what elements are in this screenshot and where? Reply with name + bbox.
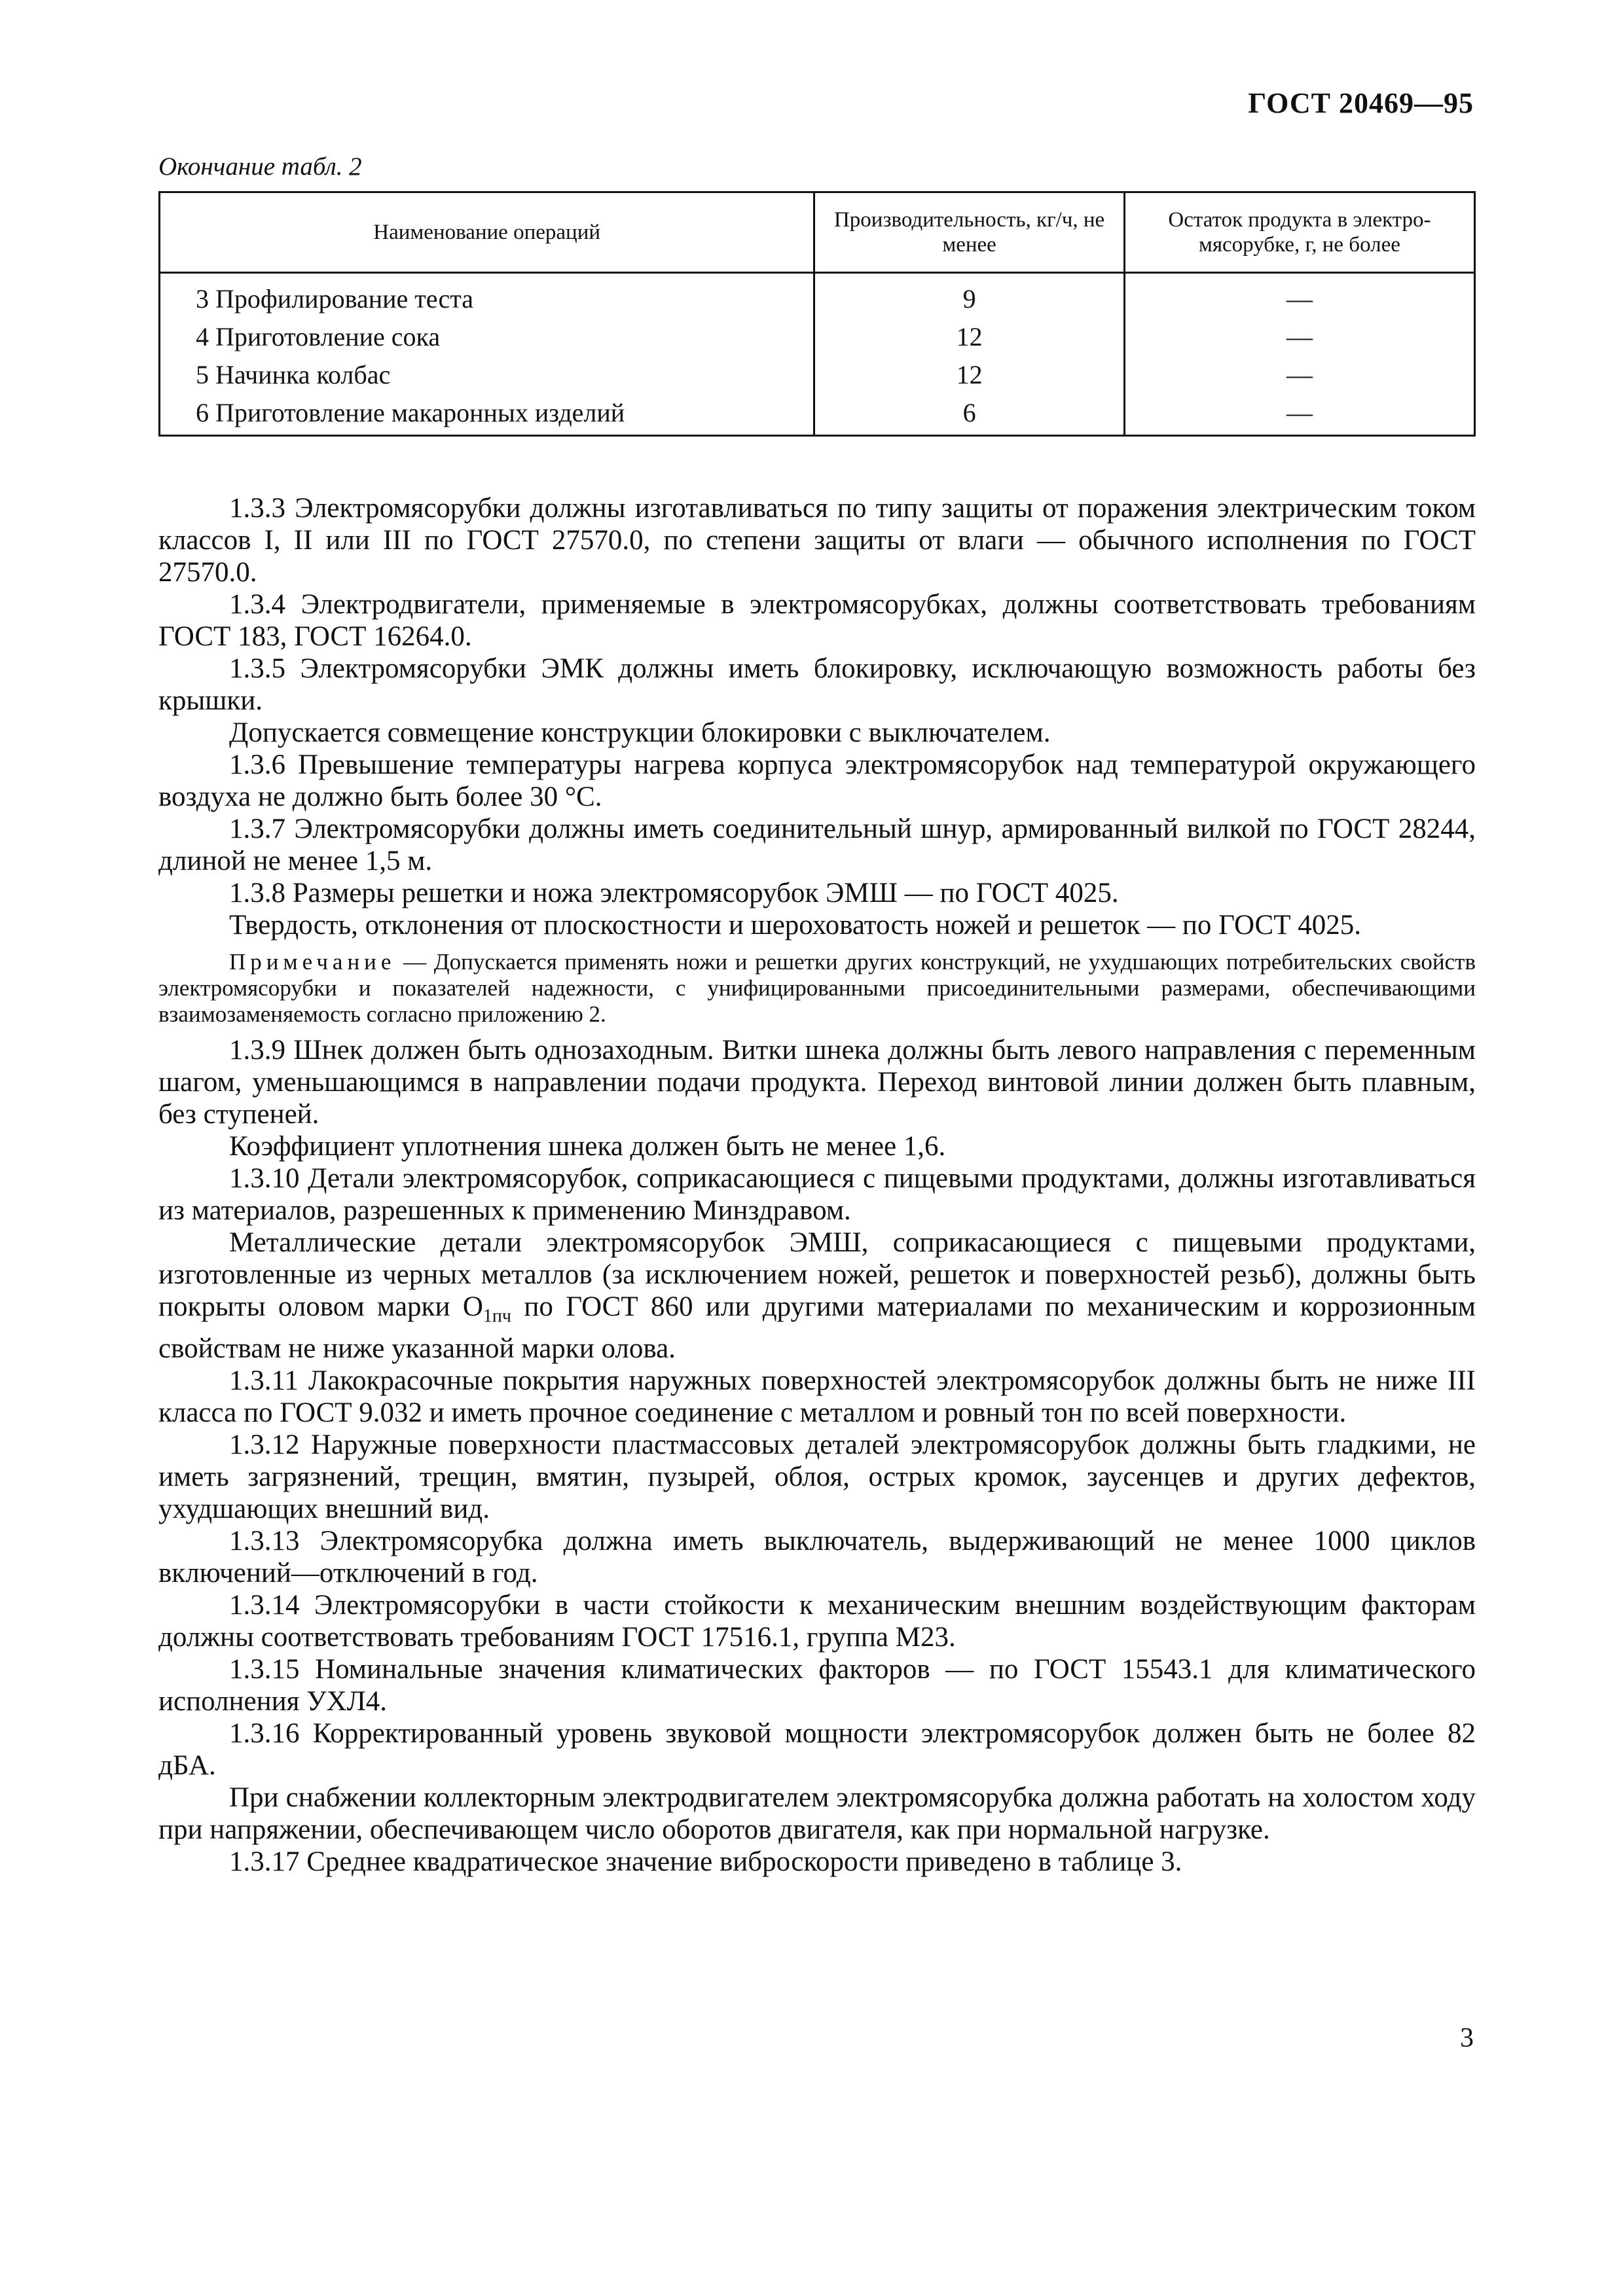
productivity-value: 12 [814, 356, 1125, 394]
clause-1-3-9: 1.3.9 Шнек должен быть однозаходным. Витки шнека должны быть левого направления с переменным шагом, уменьшающимся в направлении подачи продукта. Переход винтовой линии должен быть плавным, без ступеней. [158, 1035, 1476, 1130]
operation-name: 3 Профилирование теста [160, 273, 814, 319]
table-caption: Окончание табл. 2 [158, 152, 362, 181]
clause-1-3-17: 1.3.17 Среднее квадратическое значение виброскорости приведено в таблице 3. [229, 1846, 1182, 1877]
clause-1-3-12: 1.3.12 Наружные поверхности пластмассовых деталей электромясорубок должны быть гладкими, не иметь загрязнений, трещин, вмятин, пузырей, облоя, острых кромок, заусенцев и других дефектов, ухудшающих внешний вид. [158, 1429, 1476, 1524]
tin-grade-subscript: 1пч [483, 1306, 511, 1327]
clause-1-3-3: 1.3.3 Электромясорубки должны изготавливаться по типу защиты от поражения электрическим током классов I, II или III по ГОСТ 27570.0, по степени защиты от влаги — обычного исполнения по ГОСТ 27570.0. [158, 493, 1476, 588]
clause-1-3-4: 1.3.4 Электродвигатели, применяемые в электромясорубках, должны соответствовать требованиям ГОСТ 183, ГОСТ 16264.0. [158, 589, 1476, 652]
residue-value: — [1124, 394, 1474, 436]
productivity-value: 6 [814, 394, 1125, 436]
clause-1-3-8: 1.3.8 Размеры решетки и ножа электромясорубок ЭМШ — по ГОСТ 4025. [229, 878, 1119, 908]
operations-table [158, 191, 1476, 437]
operation-name: 5 Начинка колбас [160, 356, 814, 394]
clause-1-3-5-addendum: Допускается совмещение конструкции блокировки с выключателем. [229, 717, 1051, 748]
column-header-residue: Остаток продукта в электро-мясорубке, г, не более [1124, 192, 1474, 273]
residue-value: — [1124, 318, 1474, 356]
table-row [160, 273, 1475, 319]
document-body [158, 492, 1476, 1878]
clause-1-3-16-addendum: При снабжении коллекторным электродвигателем электромясорубка должна работать на холостом ходу при напряжении, обеспечивающем число оборотов двигателя, как при нормальной нагрузке. [158, 1782, 1476, 1845]
note-label: Примечание [229, 949, 396, 975]
operation-name: 6 Приготовление макаронных изделий [160, 394, 814, 436]
clause-1-3-10-addendum [158, 1227, 1476, 1365]
residue-value: — [1124, 356, 1474, 394]
column-header-productivity: Производительность, кг/ч, не менее [814, 192, 1125, 273]
clause-1-3-6: 1.3.6 Превышение температуры нагрева корпуса электромясорубок над температурой окружающего воздуха не должно быть более 30 °С. [158, 749, 1476, 812]
table-row [160, 318, 1475, 356]
clause-1-3-10-text-end: по ГОСТ 860 или другими материалами по механическим и коррозионным свойствам не ниже указанной марки олова. [158, 1291, 1476, 1364]
clause-1-3-7: 1.3.7 Электромясорубки должны иметь соединительный шнур, армированный вилкой по ГОСТ 28244, длиной не менее 1,5 м. [158, 814, 1476, 876]
clause-1-3-10: 1.3.10 Детали электромясорубок, соприкасающиеся с пищевыми продуктами, должны изготавливаться из материалов, разрешенных к применению Минздравом. [158, 1163, 1476, 1226]
clause-1-3-8-addendum: Твердость, отклонения от плоскостности и шероховатость ножей и решеток — по ГОСТ 4025. [229, 910, 1361, 941]
standard-number: ГОСТ 20469—95 [1248, 87, 1474, 119]
table-header-row [160, 192, 1475, 273]
clause-1-3-10-text-start: Металлические детали электромясорубок ЭМШ, соприкасающиеся с пищевыми продуктами, изготовленные из черных металлов (за исключением ножей, решеток и поверхностей резьб), должны быть покрыты оловом марки О [158, 1227, 1476, 1322]
productivity-value: 9 [814, 273, 1125, 319]
table-row [160, 356, 1475, 394]
productivity-value: 12 [814, 318, 1125, 356]
clause-1-3-5: 1.3.5 Электромясорубки ЭМК должны иметь блокировку, исключающую возможность работы без крышки. [158, 653, 1476, 716]
column-header-operation: Наименование операций [160, 192, 814, 273]
clause-1-3-13: 1.3.13 Электромясорубка должна иметь выключатель, выдерживающий не менее 1000 циклов включений—отключений в год. [158, 1525, 1476, 1588]
clause-1-3-15: 1.3.15 Номинальные значения климатических факторов — по ГОСТ 15543.1 для климатического исполнения УХЛ4. [158, 1653, 1476, 1717]
clause-1-3-11: 1.3.11 Лакокрасочные покрытия наружных поверхностей электромясорубок должны быть не ниже III класса по ГОСТ 9.032 и иметь прочное соединение с металлом и ровный тон по всей поверхности. [158, 1365, 1476, 1428]
clause-1-3-16: 1.3.16 Корректированный уровень звуковой мощности электромясорубок должен быть не более 82 дБА. [158, 1717, 1476, 1781]
operation-name: 4 Приготовление сока [160, 318, 814, 356]
clause-1-3-14: 1.3.14 Электромясорубки в части стойкости к механическим внешним воздействующим факторам должны соответствовать требованиям ГОСТ 17516.1, группа М23. [158, 1589, 1476, 1653]
note-text: Допускается применять ножи и решетки других конструкций, не ухудшающих потребительских свойств электромясорубки и показателей надежности, с унифицированными присоединительными размерами, обеспечивающими взаимозаменяемость согласно приложению 2. [158, 949, 1476, 1027]
table-row [160, 394, 1475, 436]
page-number: 3 [1460, 2023, 1474, 2053]
note: Примечание — Допускается применять ножи и решетки других конструкций, не ухудшающих потребительских свойств электромясорубки и показателей надежности, с унифицированными присоединительными размерами, обеспечивающими взаимозаменяемость согласно приложению 2. [158, 949, 1476, 1027]
clause-1-3-9-addendum: Коэффициент уплотнения шнека должен быть не менее 1,6. [229, 1131, 946, 1162]
residue-value: — [1124, 273, 1474, 319]
